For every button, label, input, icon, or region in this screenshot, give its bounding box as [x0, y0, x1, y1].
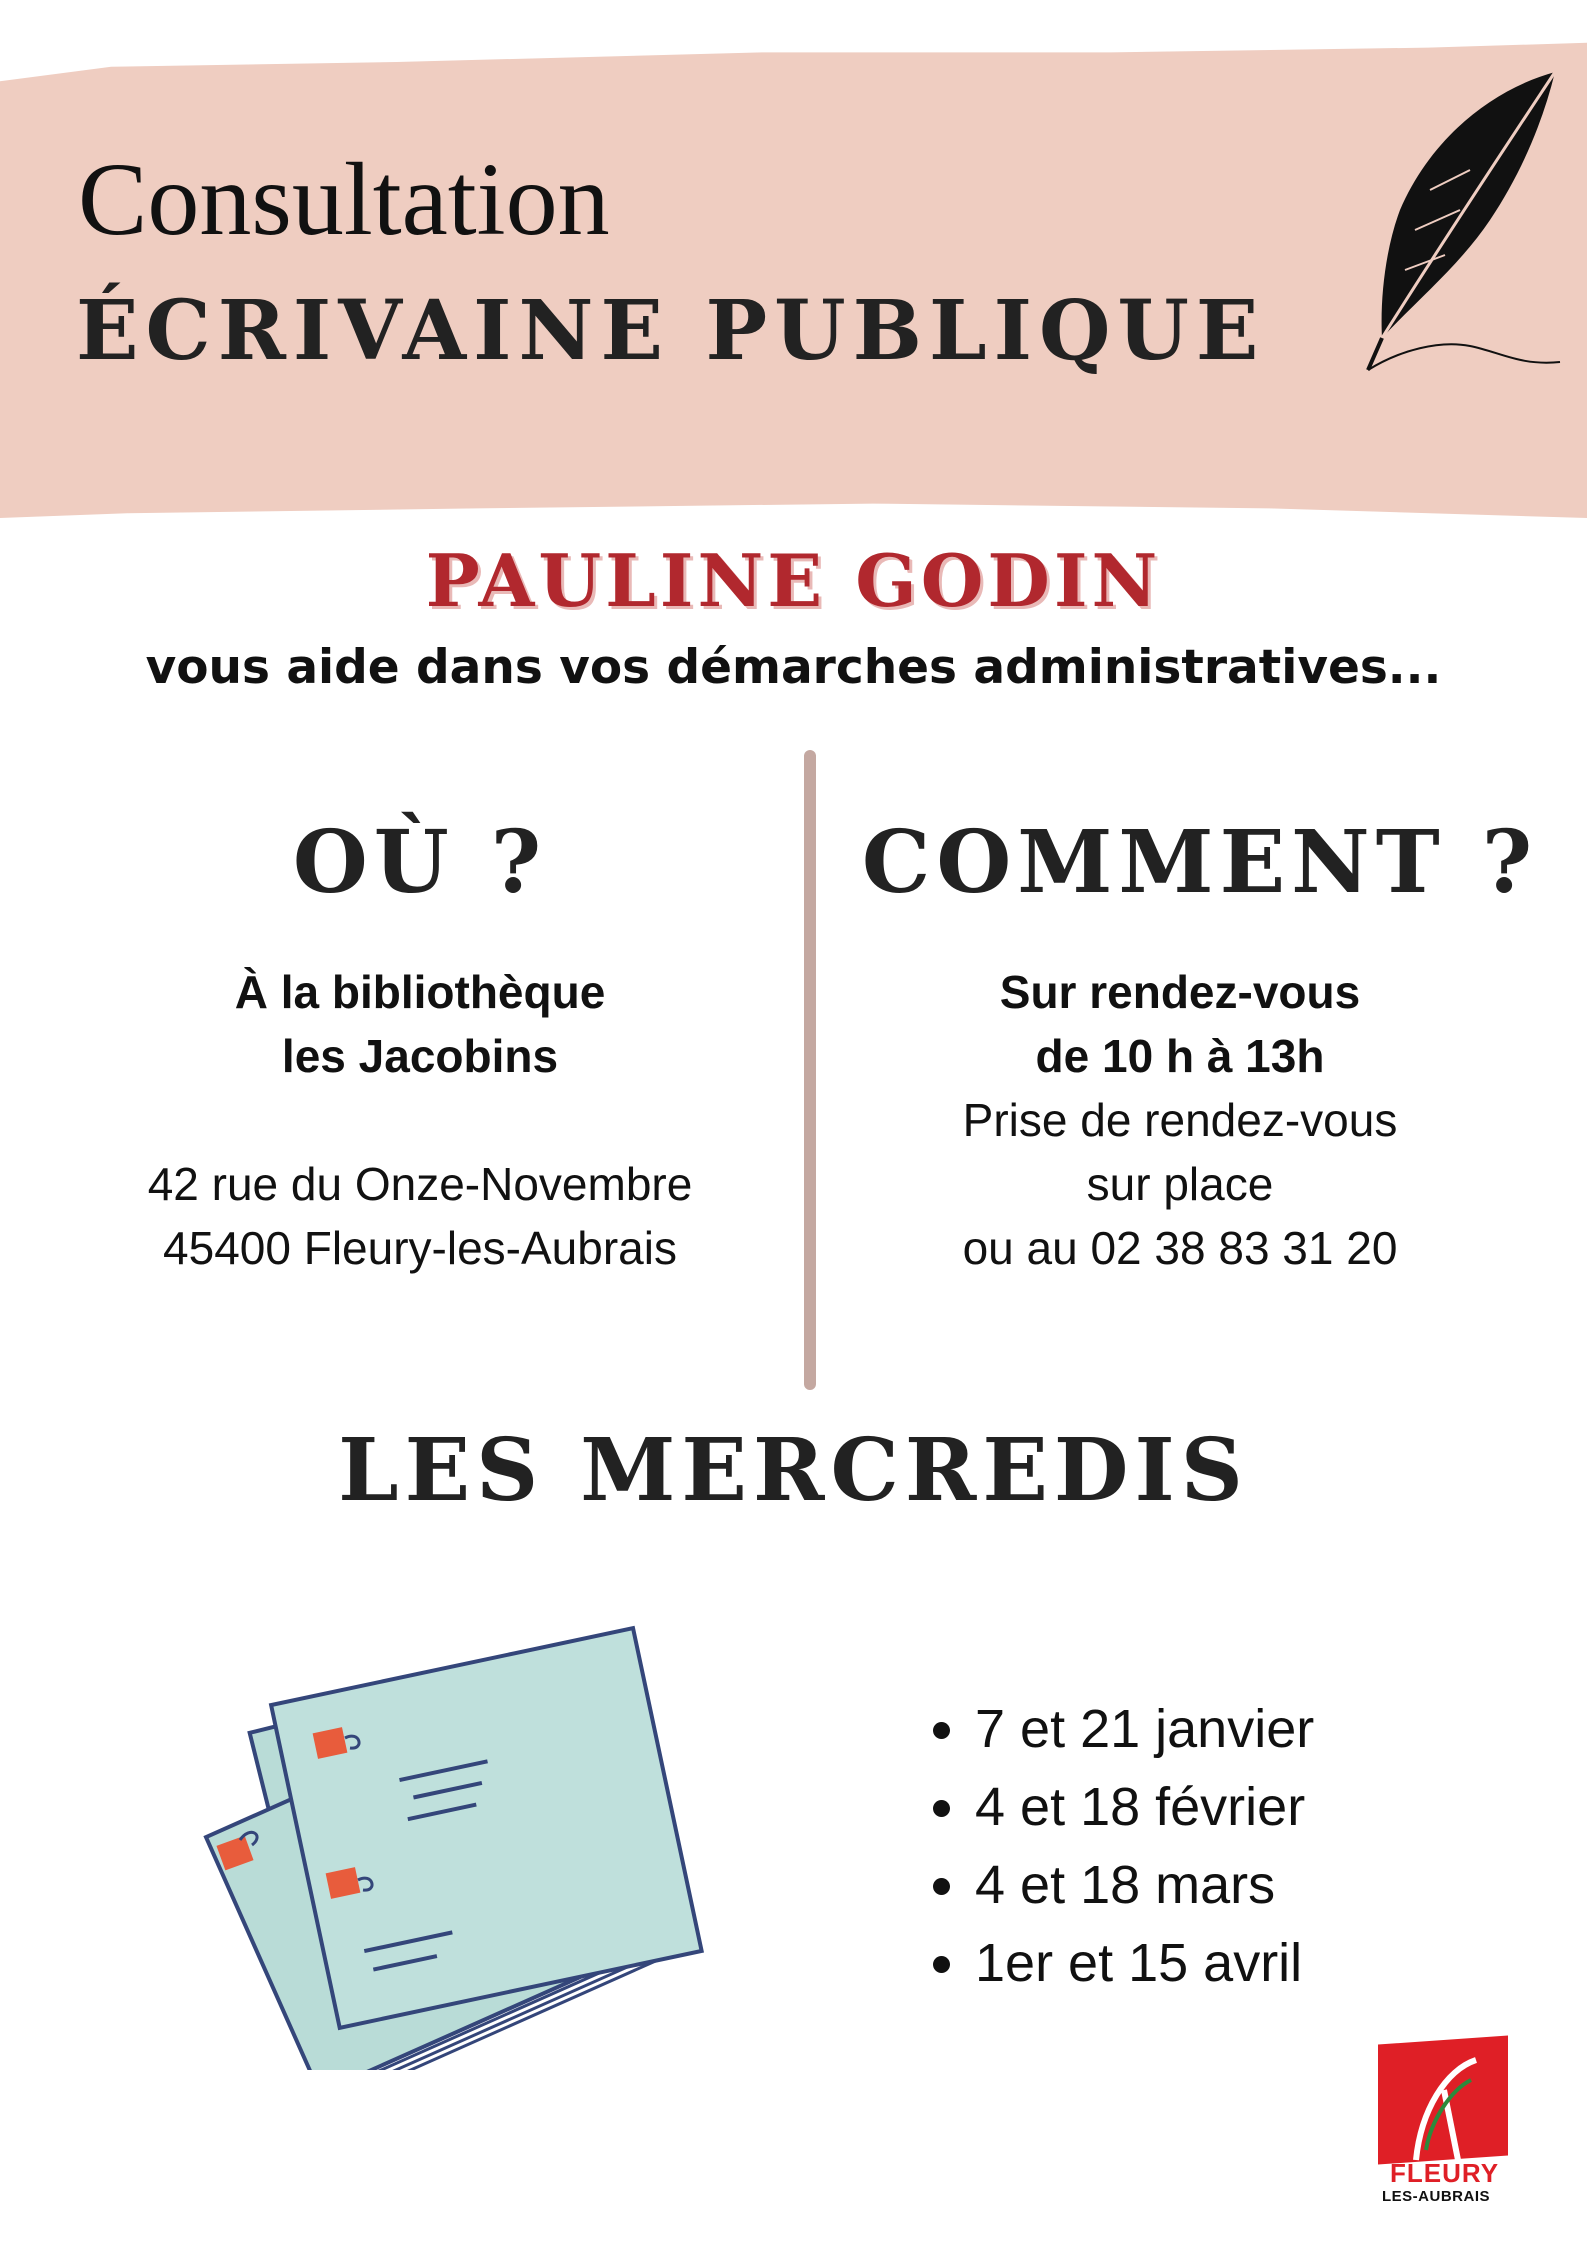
venue-line2: les Jacobins: [281, 1030, 559, 1082]
how-line5: ou au 02 38 83 31 20: [962, 1222, 1398, 1274]
logo-text-fleury: FLEURY: [1390, 2158, 1500, 2188]
how-line1: Sur rendez-vous: [999, 966, 1361, 1018]
fleury-logo: [1378, 2040, 1518, 2215]
list-item: 1er et 15 avril: [930, 1924, 1314, 2002]
how-line2: de 10 h à 13h: [1035, 1030, 1325, 1082]
how-block: [840, 960, 1520, 1280]
how-heading: COMMENT ?: [861, 812, 1539, 913]
presenter-name: PAULINE GODIN: [425, 538, 1162, 623]
where-block: [40, 960, 800, 1280]
list-item: 4 et 18 février: [930, 1768, 1314, 1846]
paper-stack-icon: [170, 1590, 790, 2070]
column-divider: [804, 750, 816, 1390]
title-consultation: Consultation: [78, 142, 610, 257]
address-line2: 45400 Fleury-les-Aubrais: [163, 1222, 677, 1274]
list-item: 7 et 21 janvier: [930, 1690, 1314, 1768]
how-line4: sur place: [1086, 1158, 1274, 1210]
spacer: [40, 1088, 800, 1152]
dates-list: [930, 1690, 1314, 2002]
quill-feather-icon: [1320, 70, 1570, 390]
how-line3: Prise de rendez-vous: [962, 1094, 1398, 1146]
address-line1: 42 rue du Onze-Novembre: [147, 1158, 693, 1210]
logo-text-les-aubrais: LES-AUBRAIS: [1382, 2188, 1491, 2205]
schedule-heading: LES MERCREDIS: [338, 1420, 1249, 1521]
where-heading: OÙ ?: [292, 812, 548, 913]
presenter-subtitle: vous aide dans vos démarches administratives...: [145, 640, 1442, 695]
venue-line1: À la bibliothèque: [234, 966, 606, 1018]
logo-swoosh-icon: [1396, 2050, 1496, 2170]
list-item: 4 et 18 mars: [930, 1846, 1314, 1924]
title-ecrivaine-publique: ÉCRIVAINE PUBLIQUE: [76, 283, 1266, 379]
